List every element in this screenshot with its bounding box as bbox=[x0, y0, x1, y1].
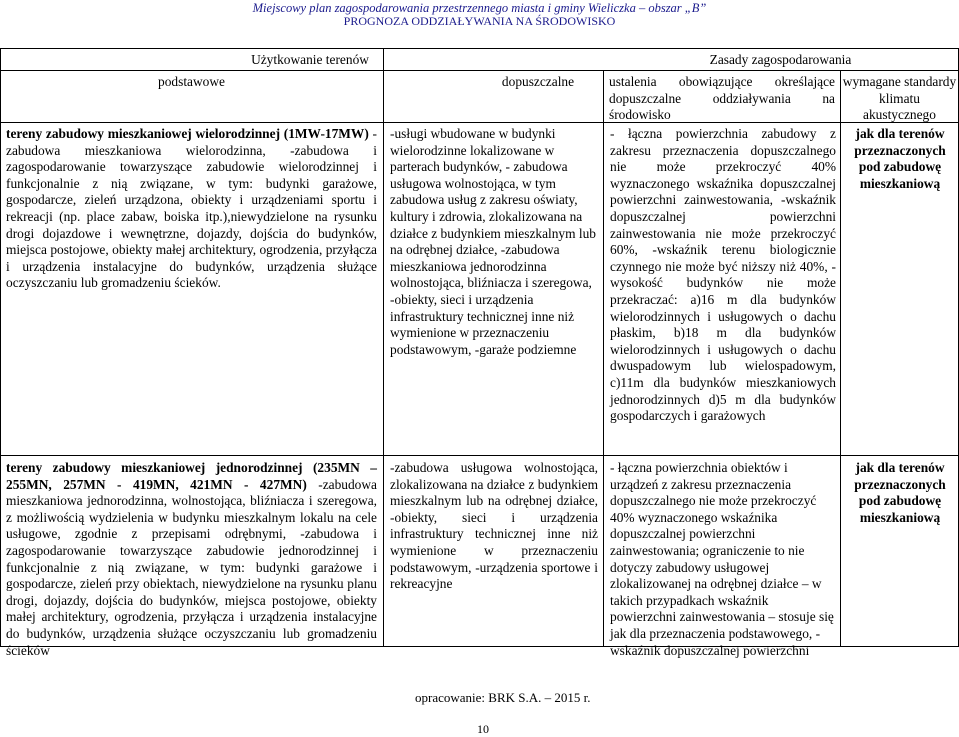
row1-allowed: -usługi wbudowane w budynki wielorodzinne lokalizowane w parterach budynków, - zabudowa usługowa wolnostojąca, w tym zabudowa usług z zakresu oświaty, kultury i zdrowia, zlokalizowana na działce z budynkiem mieszkalnym lub na odrębnej działce, -zabudowa mieszkaniowa jednorodzinna wolnostojąca, bliźniacza i szeregowa, -obiekty, sieci i urządzenia infrastruktury technicznej inne niż wymienione w przeznaczeniu podstawowym, -garaże podziemne bbox=[390, 126, 597, 357]
header-land-use: Użytkowanie terenów bbox=[251, 52, 369, 67]
header-principles: Zasady zagospodarowania bbox=[709, 52, 852, 67]
row1-basic-title: tereny zabudowy mieszkaniowej wielorodzinnej (1MW-17MW) bbox=[6, 126, 369, 141]
col-header-allowed: dopuszczalne bbox=[501, 74, 575, 89]
row2-basic-text: -zabudowa mieszkaniowa jednorodzinna, wolnostojąca, bliźniacza i szeregowa, z możliwością wydzielenia w budynku mieszkalnym lokalu na cele usługowe, zgodnie z przepisami odrębnymi, -zabudowa i zagospodarowanie towarzyszące zabudowie jednorodzinnej i funkcjonalnie z nią związane, w tym: budynki garażowe i gospodarcze, zieleń przy obiektach, niewydzielone na rysunku planu drogi, dojazdy, dojścia do budynków, miejsca postojowe, obiekty małej architektury, ogrodzenia, przyłącza i urządzenia instalacyjne do budynków, urządzenia służące oczyszczaniu lub gromadzeniu ścieków bbox=[6, 476, 377, 658]
col-header-acoustic: wymagane standardy klimatu akustycznego bbox=[842, 74, 957, 123]
row2-basic-title: tereny zabudowy mieszkaniowej jednorodzinnej (235MN – 255MN, 257MN - 419MN, 421MN - 427MN) bbox=[6, 460, 377, 492]
col-header-basic: podstawowe bbox=[158, 74, 225, 89]
row1-acoustic: jak dla terenów przeznaczonych pod zabudowę mieszkaniową bbox=[854, 126, 946, 191]
table-divider-allowed bbox=[603, 70, 604, 647]
table-subheader-border bbox=[0, 70, 959, 71]
row1-basic-text: -zabudowa mieszkaniowa wielorodzinna, -zabudowa i zagospodarowanie towarzyszące zabudowie wielorodzinnej i funkcjonalnie z nią związane, w tym: budynki garażowe, gospodarcze, zieleń urządzona, obiekty i urządzeniami sportu i rekreacji (np. place zabaw, boiska itp.),niewydzielone na rysunku drogi dojazdowe i wewnętrzne, dojazdy, dojścia do budynków, miejsca postojowe, obiekty małej architektury, ogrodzenia, przyłącza i urządzenia instalacyjne do budynków, urządzenia służące oczyszczaniu lub gromadzeniu ścieków. bbox=[6, 126, 377, 291]
table-left-border bbox=[0, 48, 1, 647]
table-divider-basic bbox=[383, 48, 384, 647]
page-number: 10 bbox=[477, 722, 489, 736]
document-title: Miejscowy plan zagospodarowania przestrzennego miasta i gminy Wieliczka – obszar „B” bbox=[252, 1, 707, 15]
footer-author: opracowanie: BRK S.A. – 2015 r. bbox=[415, 690, 591, 705]
row1-arrangements: - łączna powierzchnia zabudowy z zakresu przeznaczenia dopuszczalnego nie może przekroczyć 40% wyznaczonego wskaźnika dopuszczalnej powierzchni zainwestowania, -wskaźnik dopuszczalnej powierzchni zainwestowania nie może przekroczyć 60%, -wskaźnik terenu biologicznie czynnego nie może być niższy niż 40%, -wysokość budynków nie może przekraczać: a)16 m dla budynków wielorodzinnych i usługowych o dachu płaskim, b)18 m dla budynków wielorodzinnych i usługowych o dachu dwuspadowym lub wielospadowym, c)11m dla budynków mieszkaniowych jednorodzinnych d)5 m dla budynków gospodarczych i garażowych bbox=[610, 126, 836, 424]
row1-basic bbox=[6, 126, 377, 292]
table-top-border bbox=[0, 48, 959, 49]
document-subtitle: PROGNOZA ODDZIAŁYWANIA NA ŚRODOWISKO bbox=[343, 14, 616, 28]
table-divider-arrangements bbox=[840, 70, 841, 647]
col-header-arrangements: ustalenia obowiązujące określające dopuszczalne oddziaływania na środowisko bbox=[609, 74, 835, 123]
row2-basic bbox=[6, 460, 377, 659]
table-row-divider bbox=[0, 455, 959, 456]
row2-allowed: -zabudowa usługowa wolnostojąca, zlokalizowana na działce z budynkiem mieszkalnym lub na odrębnej działce, -obiekty, sieci i urządzenia infrastruktury technicznej inne niż wymienione w przeznaczeniu podstawowym, -urządzenia sportowe i rekreacyjne bbox=[390, 460, 598, 592]
row2-acoustic: jak dla terenów przeznaczonych pod zabudowę mieszkaniową bbox=[854, 460, 946, 525]
row2-arrangements: - łączna powierzchnia obiektów i urządzeń z zakresu przeznaczenia dopuszczalnego nie może przekroczyć 40% wyznaczonego wskaźnika dopuszczalnej powierzchni zainwestowania; ograniczenie to nie dotyczy zabudowy usługowej zlokalizowanej na odrębnej działce – w takich przypadkach wskaźnik powierzchni zainwestowania – stosuje się jak dla przeznaczenia podstawowego, -wskaźnik dopuszczalnej powierzchni bbox=[610, 460, 834, 658]
